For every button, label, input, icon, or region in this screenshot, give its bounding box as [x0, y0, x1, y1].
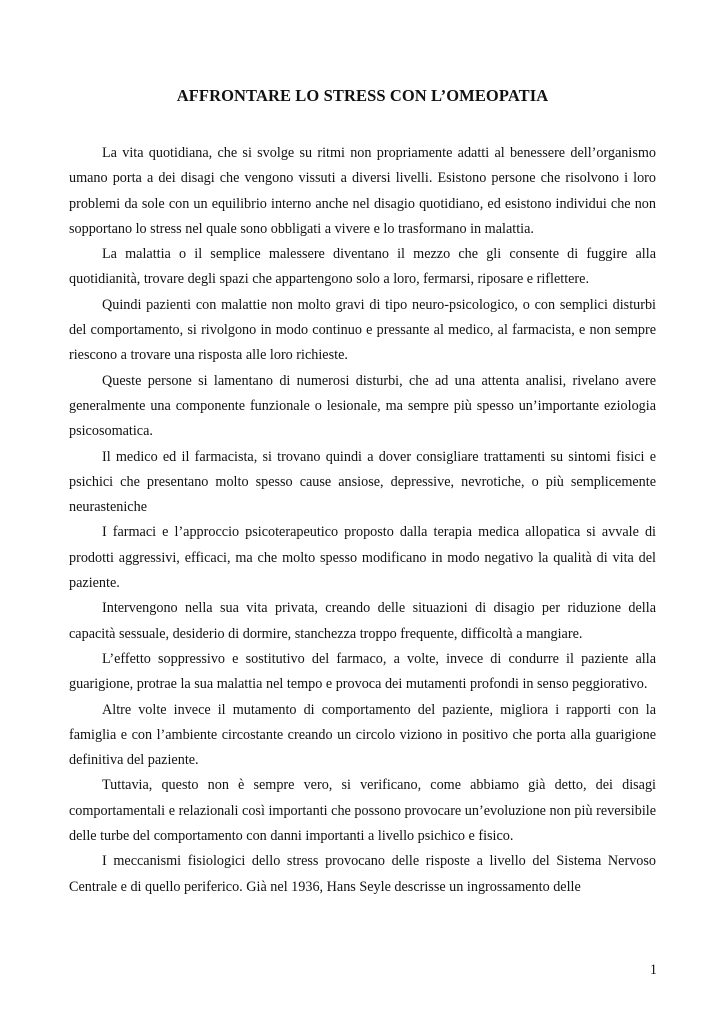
paragraph: Queste persone si lamentano di numerosi disturbi, che ad una attenta analisi, rivelano avere generalmente una componente funzionale o lesionale, ma sempre più spesso un’importante eziologia psicosomatica. — [69, 372, 656, 440]
document-title: AFFRONTARE LO STRESS CON L’OMEOPATIA — [176, 86, 549, 105]
document-body — [69, 141, 656, 900]
paragraph: Intervengono nella sua vita privata, creando delle situazioni di disagio per riduzione della capacità sessuale, desiderio di dormire, stanchezza troppo frequente, difficoltà a mangiare. — [69, 600, 656, 642]
paragraph: Tuttavia, questo non è sempre vero, si verificano, come abbiamo già detto, dei disagi comportamentali e relazionali così importanti che possono provocare un’evoluzione non più reversibile delle turbe del comportamento con danni importanti a livello psichico e fisico. — [69, 777, 656, 845]
page-number: 1 — [649, 962, 657, 978]
paragraph: L’effetto soppressivo e sostitutivo del farmaco, a volte, invece di condurre il paziente alla guarigione, protrae la sua malattia nel tempo e provoca dei mutamenti profondi in senso peggiorativo. — [69, 650, 656, 693]
paragraph: Quindi pazienti con malattie non molto gravi di tipo neuro-psicologico, o con semplici disturbi del comportamento, si rivolgono in modo continuo e pressante al medico, al farmacista, e non sempre riescono a trovare una risposta alle loro richieste. — [69, 296, 656, 364]
paragraph: Altre volte invece il mutamento di comportamento del paziente, migliora i rapporti con la famiglia e con l’ambiente circostante creando un circolo viziono in positivo che porta alla guarigione definitiva del paziente. — [69, 701, 656, 769]
paragraph: I meccanismi fisiologici dello stress provocano delle risposte a livello del Sistema Nervoso Centrale e di quello periferico. Già nel 1936, Hans Seyle descrisse un ingrossamento delle — [69, 853, 656, 895]
paragraph: Il medico ed il farmacista, si trovano quindi a dover consigliare trattamenti su sintomi fisici e psichici che presentano molto spesso cause ansiose, depressive, nevrotiche, o più semplicemente neurasteniche — [69, 448, 656, 516]
paragraph: La malattia o il semplice malessere diventano il mezzo che gli consente di fuggire alla quotidianità, trovare degli spazi che appartengono solo a loro, fermarsi, riposare e riflettere. — [69, 246, 656, 288]
paragraph: I farmaci e l’approccio psicoterapeutico proposto dalla terapia medica allopatica si avvale di prodotti aggressivi, efficaci, ma che molto spesso modificano in modo negativo la qualità di vita del paziente. — [69, 524, 656, 592]
paragraph: La vita quotidiana, che si svolge su ritmi non propriamente adatti al benessere dell’organismo umano porta a dei disagi che vengono vissuti a diversi livelli. Esistono persone che risolvono i loro problemi da sole con un equilibrio interno anche nel disagio quotidiano, ed esistono individui che non sopportano lo stress nel quale sono obbligati a vivere e lo trasformano in malattia. — [69, 145, 656, 237]
